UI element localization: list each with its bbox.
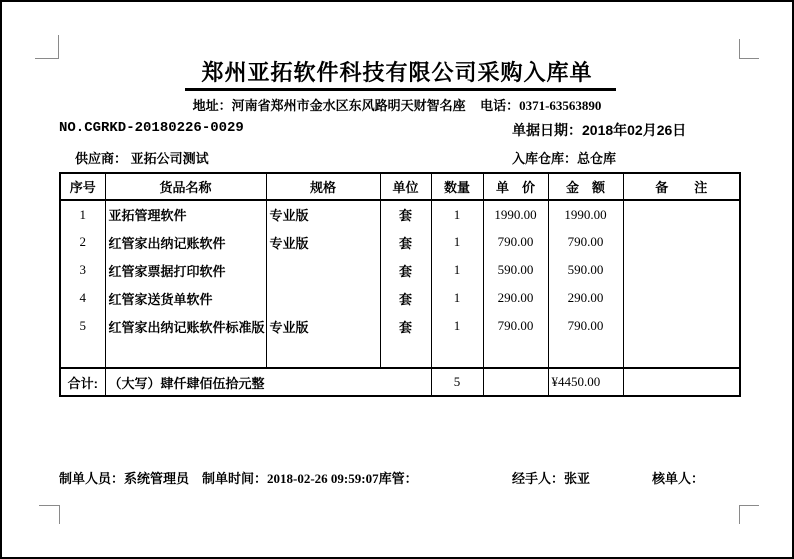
date-label: 单据日期： — [512, 122, 582, 138]
cell-unit: 套 — [380, 312, 431, 340]
cell-spec — [266, 284, 380, 312]
cell-spec: 专业版 — [266, 312, 380, 340]
margin-corner-mark-bottom-left — [39, 505, 60, 524]
warehouse-label: 入库仓库： — [512, 151, 578, 166]
cell-name: 红管家出纳记账软件 — [105, 228, 266, 256]
items-table — [59, 172, 741, 397]
cell-name: 红管家送货单软件 — [105, 284, 266, 312]
table-row — [60, 256, 740, 284]
phone-number: 0371-63563890 — [519, 98, 602, 113]
col-header-price: 单 价 — [483, 173, 548, 200]
warehouse-field — [512, 148, 616, 167]
cell-name: 亚拓管理软件 — [105, 200, 266, 228]
title-underline — [185, 88, 616, 91]
supplier-field — [75, 148, 209, 167]
filler-cell — [431, 340, 483, 368]
cell-spec — [266, 256, 380, 284]
col-header-unit: 单位 — [380, 173, 431, 200]
cell-qty: 1 — [431, 256, 483, 284]
margin-corner-mark-bottom-right — [739, 505, 759, 524]
cell-amount: 790.00 — [548, 312, 623, 340]
total-note-empty — [623, 368, 740, 396]
cell-name: 红管家出纳记账软件标准版 — [105, 312, 266, 340]
cell-price: 1990.00 — [483, 200, 548, 228]
col-header-amount: 金 额 — [548, 173, 623, 200]
table-row — [60, 312, 740, 340]
time-value: 2018-02-26 09:59:07 — [267, 471, 379, 486]
cell-name: 红管家票据打印软件 — [105, 256, 266, 284]
cell-price: 590.00 — [483, 256, 548, 284]
footer — [2, 468, 792, 486]
address-text: 地址：河南省郑州市金水区东风路明天财智名座 — [192, 98, 466, 113]
filler-cell — [380, 340, 431, 368]
cell-price: 790.00 — [483, 228, 548, 256]
checker-field — [652, 468, 704, 487]
cell-price: 290.00 — [483, 284, 548, 312]
handler-label: 经手人： — [512, 471, 565, 486]
cell-unit: 套 — [380, 256, 431, 284]
total-qty: 5 — [431, 368, 483, 396]
cell-note — [623, 228, 740, 256]
cell-no: 2 — [79, 234, 86, 249]
cell-unit: 套 — [380, 228, 431, 256]
cell-note — [623, 256, 740, 284]
storekeeper-label: 库管： — [378, 471, 418, 486]
cell-unit: 套 — [380, 200, 431, 228]
warehouse-value: 总仓库 — [577, 151, 617, 166]
total-label: 合计: — [60, 368, 105, 396]
document-date — [512, 120, 686, 140]
filler-cell — [548, 340, 623, 368]
cell-amount: 1990.00 — [548, 200, 623, 228]
cell-no: 4 — [79, 290, 86, 305]
table-total-row — [60, 368, 740, 396]
document-title: 郑州亚拓软件科技有限公司采购入库单 — [201, 60, 593, 85]
cell-unit: 套 — [380, 284, 431, 312]
filler-cell — [483, 340, 548, 368]
handler-value: 张亚 — [564, 471, 591, 486]
cell-no: 3 — [79, 262, 86, 277]
cell-qty: 1 — [431, 284, 483, 312]
filler-cell — [266, 340, 380, 368]
cell-spec: 专业版 — [266, 228, 380, 256]
cell-no: 5 — [79, 318, 86, 333]
maker-value: 系统管理员 — [124, 471, 190, 486]
cell-note — [623, 312, 740, 340]
cell-qty: 1 — [431, 312, 483, 340]
col-header-no: 序号 — [60, 173, 105, 200]
col-header-spec: 规格 — [266, 173, 380, 200]
checker-label: 核单人： — [652, 471, 705, 486]
col-header-qty: 数量 — [431, 173, 483, 200]
maker-field — [59, 468, 189, 487]
table-row — [60, 228, 740, 256]
cell-price: 790.00 — [483, 312, 548, 340]
cell-amount: 290.00 — [548, 284, 623, 312]
filler-cell — [623, 340, 740, 368]
supplier-label: 供应商： — [75, 151, 128, 166]
cell-qty: 1 — [431, 228, 483, 256]
total-amount-in-words: （大写）肆仟肆佰伍拾元整 — [105, 368, 431, 396]
total-price-empty — [483, 368, 548, 396]
cell-amount: 790.00 — [548, 228, 623, 256]
table-row — [60, 200, 740, 228]
table-filler-row — [60, 340, 740, 368]
cell-qty: 1 — [431, 200, 483, 228]
date-value: 2018年02月26日 — [582, 122, 687, 138]
time-and-storekeeper-field — [202, 468, 418, 487]
time-label: 制单时间： — [202, 471, 268, 486]
filler-cell — [105, 340, 266, 368]
maker-label: 制单人员： — [59, 471, 125, 486]
cell-note — [623, 284, 740, 312]
handler-field — [512, 468, 590, 487]
phone-label: 电话： — [480, 98, 520, 113]
cell-amount: 590.00 — [548, 256, 623, 284]
cell-spec: 专业版 — [266, 200, 380, 228]
col-header-name: 货品名称 — [105, 173, 266, 200]
document-number: NO.CGRKD-20180226-0029 — [59, 120, 244, 136]
cell-note — [623, 200, 740, 228]
cell-no: 1 — [79, 206, 86, 222]
table-row — [60, 284, 740, 312]
spacer — [469, 98, 476, 113]
filler-cell — [60, 340, 105, 368]
col-header-note: 备 注 — [623, 173, 740, 200]
company-address-line — [2, 95, 792, 114]
total-amount: ¥4450.00 — [548, 368, 623, 396]
table-header-row — [60, 173, 740, 200]
supplier-value: 亚拓公司测试 — [130, 151, 209, 166]
